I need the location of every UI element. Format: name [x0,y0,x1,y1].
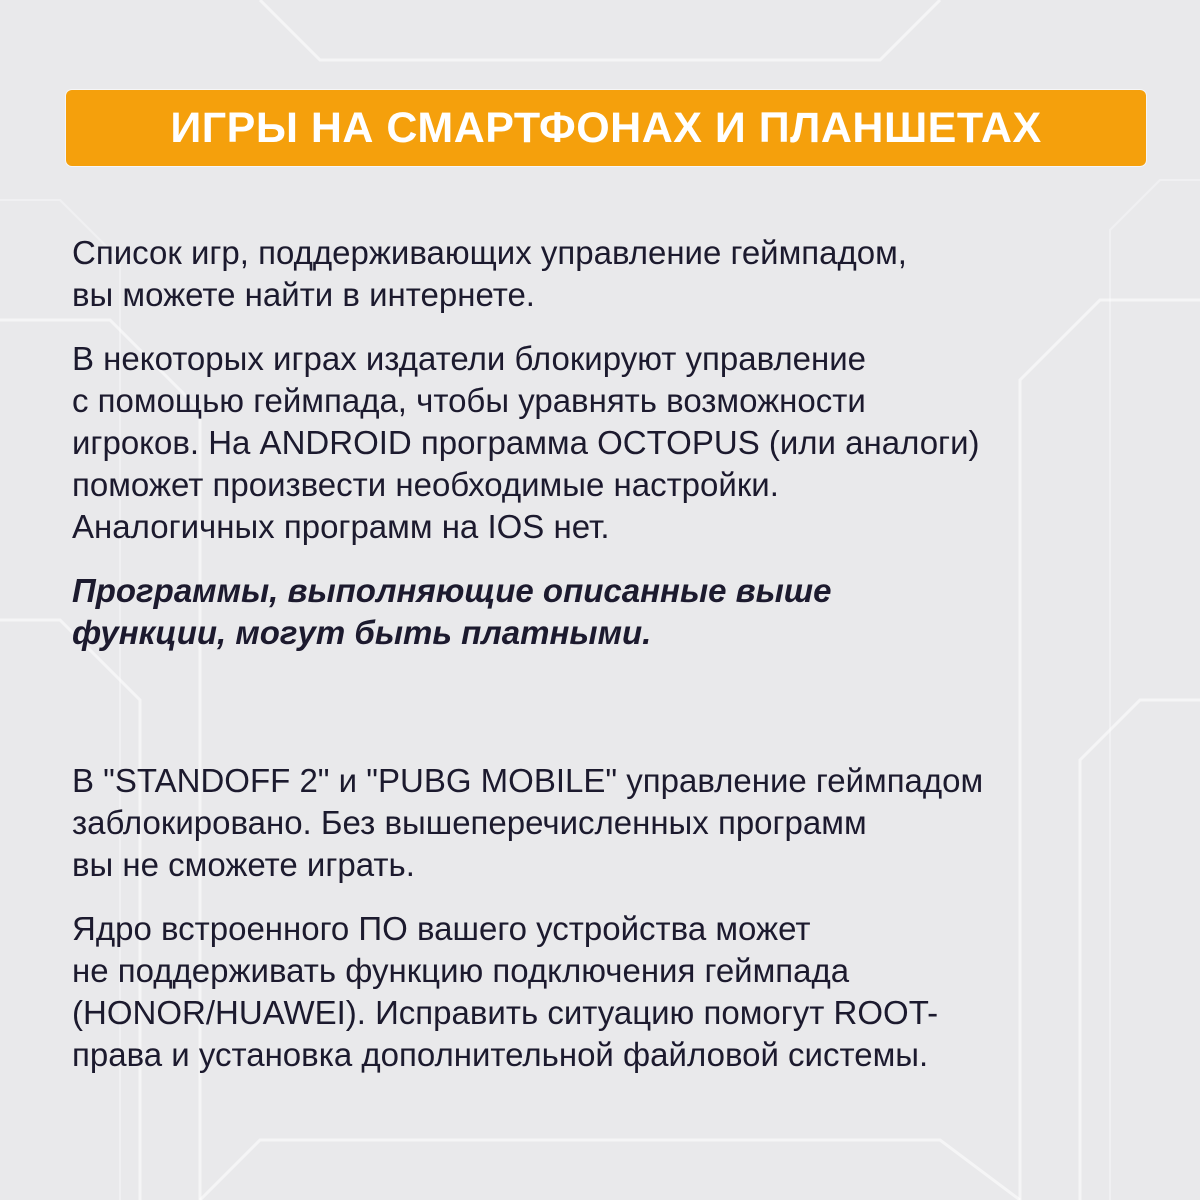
paragraph-game-list: Список игр, поддерживающих управление геймпадом, вы можете найти в интернете. [72,234,907,313]
paragraph-blocked-games: В "STANDOFF 2" и "PUBG MOBILE" управление геймпадом заблокировано. Без вышеперечисленных программ вы не сможете играть. [72,762,984,883]
paragraph-paid-note: Программы, выполняющие описанные выше функции, могут быть платными. [72,572,832,651]
page-title: ИГРЫ НА СМАРТФОНАХ И ПЛАНШЕТАХ [170,103,1042,152]
title-banner [66,90,1146,166]
content-body [72,232,1152,1076]
paragraph-publisher-blocking: В некоторых играх издатели блокируют управление с помощью геймпада, чтобы уравнять возможности игроков. На ANDROID программа OCTOPUS (или аналоги) поможет произвести необходимые настройки. Аналогичных программ на IOS нет. [72,340,980,545]
paragraph-firmware-kernel: Ядро встроенного ПО вашего устройства может не поддерживать функцию подключения геймпада (HONOR/HUAWEI). Исправить ситуацию помогут ROOT- права и установка дополнительной файловой системы. [72,910,939,1073]
